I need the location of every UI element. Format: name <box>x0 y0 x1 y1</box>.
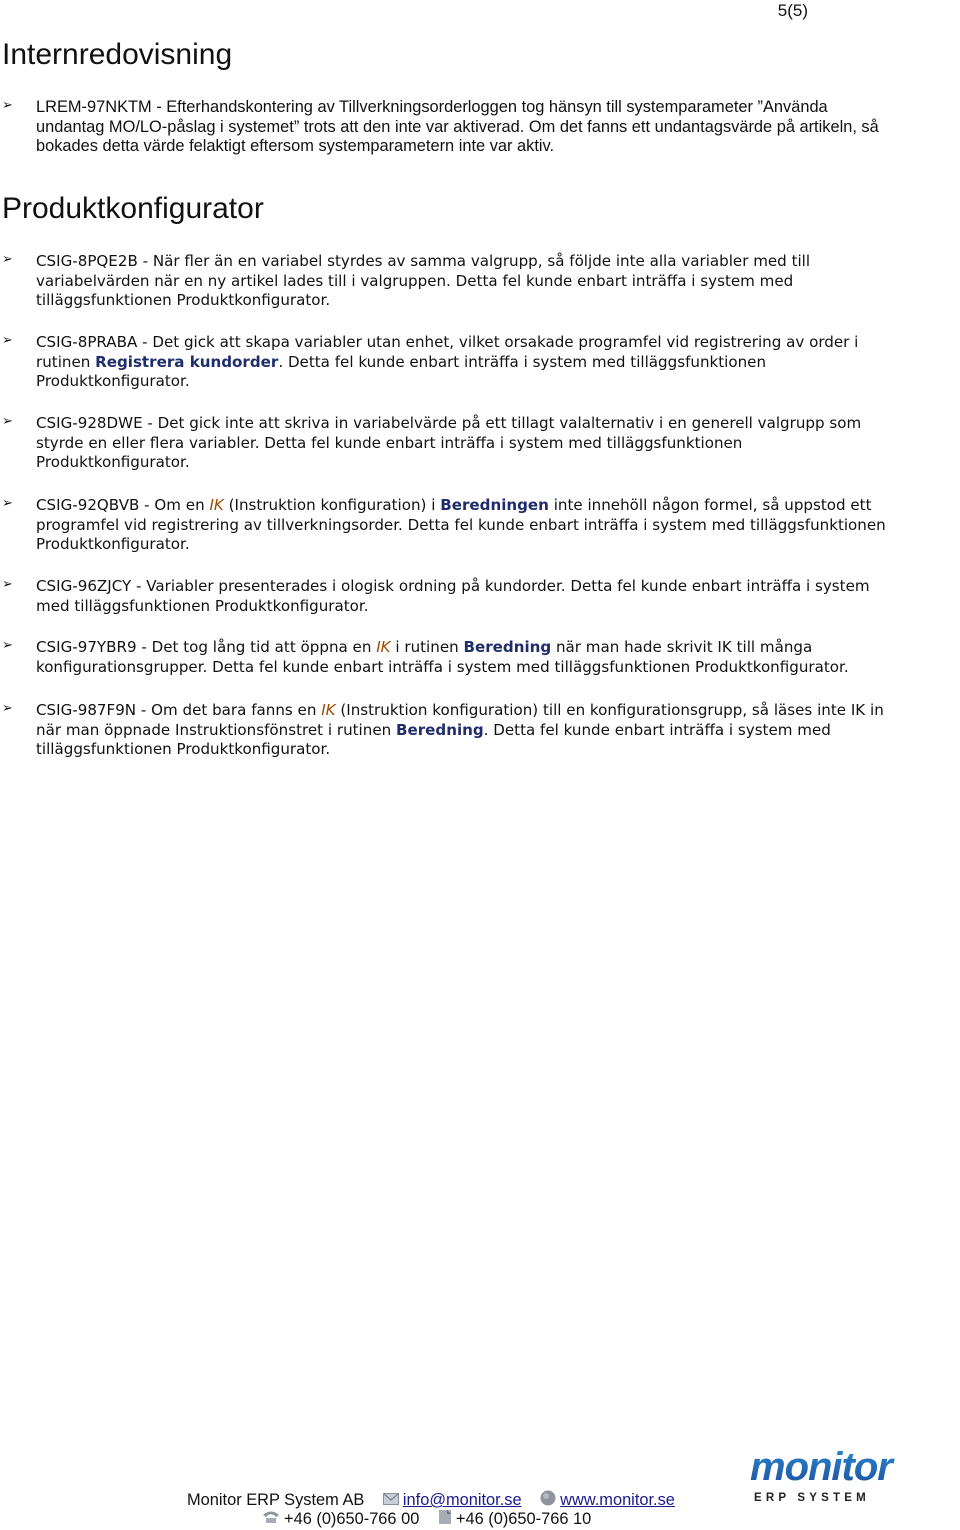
text-run: CSIG-928DWE - Det gick inte att skriva in variabelvärde på ett tillagt valalternativ i en generell valgrupp som styrde en eller flera variabler. Detta fel kunde enbart inträffa i system med tilläggsfunktionen Produktkonfigurator. <box>36 414 862 472</box>
section-title-internredovisning: Internredovisning <box>2 38 233 71</box>
section-title-produktkonfigurator: Produktkonfigurator <box>2 192 264 225</box>
arrow-bullet-icon: ➢ <box>2 333 13 348</box>
routine-name: Beredningen <box>440 496 549 514</box>
text-run: (Instruktion konfiguration) till en konfigurationsgrupp, så läses inte IK in när man öppnade Instruktionsfönstret i rutinen <box>36 701 884 739</box>
list-item <box>0 701 900 760</box>
globe-icon <box>540 1490 556 1511</box>
ik-term: IK <box>321 701 336 719</box>
logo-wordmark: monitor <box>750 1445 892 1489</box>
arrow-bullet-icon: ➢ <box>2 638 13 653</box>
arrow-bullet-icon: ➢ <box>2 98 13 113</box>
item-text <box>36 638 900 677</box>
list-item <box>0 252 900 311</box>
mail-icon <box>383 1491 399 1510</box>
text-run: CSIG-97YBR9 - Det tog lång tid att öppna en <box>36 638 377 656</box>
list-item <box>0 638 900 677</box>
text-run: inte innehöll någon formel, så uppstod ett programfel vid registrering av tillverkningsorder. Detta fel kunde enbart inträffa i system med tilläggsfunktionen Produktkonfigurator. <box>36 496 886 554</box>
text-run: LREM-97NKTM - Efterhandskontering av Tillverkningsorderloggen tog hänsyn till systemparameter ”Använda undantag MO/LO-påslag i systemet” trots att den inte var aktiverad. Om det fanns ett undantagsvärde på artikeln, så bokades detta värde felaktigt eftersom systemparametern inte var aktiv. <box>36 98 879 156</box>
list-item <box>0 577 900 616</box>
footer-fax: +46 (0)650-766 10 <box>455 1509 592 1528</box>
item-text <box>36 496 900 555</box>
ik-term: IK <box>376 638 391 656</box>
arrow-bullet-icon: ➢ <box>2 577 13 592</box>
footer-phone-line <box>262 1509 591 1530</box>
item-text <box>36 414 900 473</box>
text-run: . Detta fel kunde enbart inträffa i system med tilläggsfunktionen Produktkonfigurator. <box>36 720 831 759</box>
footer-contact-line <box>187 1490 675 1511</box>
footer-email-link[interactable]: info@monitor.se <box>402 1490 522 1509</box>
item-text <box>36 252 900 311</box>
text-run: . Detta fel kunde enbart inträffa i system med tilläggsfunktionen Produktkonfigurator. <box>36 352 767 391</box>
fax-icon <box>438 1509 452 1530</box>
item-text <box>36 98 900 157</box>
routine-name: Registrera kundorder <box>95 352 279 371</box>
arrow-bullet-icon: ➢ <box>2 414 13 429</box>
routine-name: Beredning <box>395 720 484 739</box>
list-item <box>0 414 900 473</box>
text-run: CSIG-8PQE2B - När fler än en variabel styrdes av samma valgrupp, så följde inte alla variabler med till variabelvärden när en ny artikel lades till i valgruppen. Detta fel kunde enbart inträffa i system med tilläggsfunktionen Produktkonfigurator. <box>36 252 811 310</box>
footer-website-link[interactable]: www.monitor.se <box>560 1490 675 1509</box>
routine-name: Beredning <box>463 638 552 656</box>
text-run: (Instruktion konfiguration) i <box>223 496 441 514</box>
text-run: CSIG-8PRABA - Det gick att skapa variabler utan enhet, vilket orsakade programfel vid registrering av order i rutinen <box>36 333 859 371</box>
text-run: CSIG-96ZJCY - Variabler presenterades i ologisk ordning på kundorder. Detta fel kunde enbart inträffa i system med tilläggsfunktionen Produktkonfigurator. <box>36 577 870 615</box>
item-text <box>36 701 900 760</box>
list-item <box>0 333 900 392</box>
text-run: CSIG-987F9N - Om det bara fanns en <box>36 701 322 719</box>
arrow-bullet-icon: ➢ <box>2 496 13 511</box>
text-run: i rutinen <box>390 638 464 656</box>
list-item <box>0 98 900 157</box>
footer-company: Monitor ERP System AB <box>187 1490 365 1509</box>
item-text <box>36 333 900 392</box>
monitor-logo <box>748 1444 910 1504</box>
arrow-bullet-icon: ➢ <box>2 252 13 267</box>
text-run: CSIG-92QBVB - Om en <box>36 496 210 514</box>
ik-term: IK <box>209 496 224 514</box>
phone-icon <box>262 1510 280 1529</box>
text-run: när man hade skrivit IK till många konfigurationsgrupper. Detta fel kunde enbart inträffa i system med tilläggsfunktionen Produktkonfigurator. <box>36 638 849 676</box>
page-number: 5(5) <box>777 1 808 20</box>
logo-tagline: ERP SYSTEM <box>754 1492 870 1504</box>
list-item <box>0 496 900 555</box>
footer-phone: +46 (0)650-766 00 <box>284 1509 420 1528</box>
arrow-bullet-icon: ➢ <box>2 701 13 716</box>
item-text <box>36 577 900 616</box>
